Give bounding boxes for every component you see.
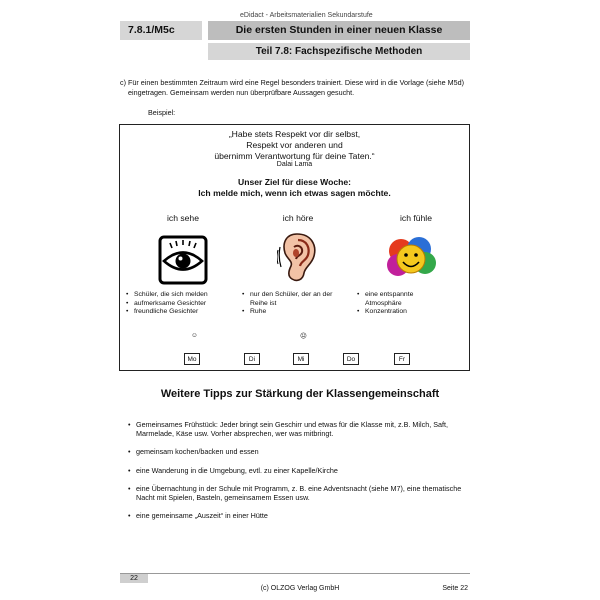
example-label: Beispiel: [148, 108, 176, 117]
ear-icon [277, 231, 319, 288]
goal-heading: Unser Ziel für diese Woche: [237, 177, 352, 187]
footer-divider [120, 573, 470, 574]
list-item: • Ruhe [242, 308, 342, 317]
column-heading-hear: ich höre [282, 213, 314, 223]
list-item: • aufmerksame Gesichter [126, 300, 231, 309]
page-subtitle: Teil 7.8: Fachspezifische Methoden [208, 43, 470, 60]
see-bullet-list [126, 291, 231, 317]
quote-line: Respekt vor anderen und [246, 140, 343, 150]
intro-paragraph [120, 78, 468, 97]
list-item: • Gemeinsames Frühstück: Jeder bringt sein Geschirr und etwas für die Klasse mit, z.B. Milch, Saft, Marmelade, Käse usw. Vorher absprechen, wer was mitbringt. [128, 420, 473, 438]
material-code: 7.8.1/M5c [120, 21, 202, 40]
day-box-mi: Mi [293, 353, 309, 365]
list-item: • nur den Schüler, der an der Reihe ist [242, 291, 342, 308]
list-item: • eine Übernachtung in der Schule mit Programm, z. B. eine Adventsnacht (siehe M7), eine thematische Nacht mit Spielen, Basteln, gemeinsamem Essen usw. [128, 484, 473, 502]
column-heading-feel: ich fühle [399, 213, 432, 223]
list-item: • eine entspannte Atmosphäre [357, 291, 447, 308]
brand-line: eDidact - Arbeitsmaterialien Sekundarstufe [240, 12, 373, 19]
list-item: • gemeinsam kochen/backen und essen [128, 447, 473, 456]
list-item: • Schüler, die sich melden [126, 291, 231, 300]
column-heading-see: ich sehe [166, 213, 199, 223]
intro-text: Für einen bestimmten Zeitraum wird eine Regel besonders trainiert. Diese wird in die Vorlage (siehe M5d) eingetragen. Gemeinsam werden nun überprüfbare Aussagen gesucht. [128, 78, 464, 97]
quote-line: übernimm Verantwortung für deine Taten.“ [214, 151, 375, 161]
eye-icon [158, 235, 208, 290]
list-item: • eine Wanderung in die Umgebung, evtl. zu einer Kapelle/Kirche [128, 466, 473, 475]
smiley-happy-icon: ☺ [191, 332, 198, 339]
hear-bullet-list [242, 291, 342, 317]
day-box-do: Do [343, 353, 359, 365]
publisher-note: (c) OLZOG Verlag GmbH [260, 585, 340, 592]
quote-line: „Habe stets Respekt vor dir selbst, [228, 129, 361, 139]
page-number-tab: 22 [120, 574, 148, 583]
list-item: • freundliche Gesichter [126, 308, 231, 317]
tips-heading: Weitere Tipps zur Stärkung der Klassengemeinschaft [160, 388, 440, 400]
day-box-mo: Mo [184, 353, 200, 365]
list-item: • eine gemeinsame „Auszeit“ in einer Hütte [128, 511, 473, 520]
goal-text: Ich melde mich, wenn ich etwas sagen möchte. [198, 188, 391, 198]
quote-author: Dalai Lama [276, 161, 313, 168]
page-label: Seite 22 [442, 585, 468, 592]
list-item: • Konzentration [357, 308, 447, 317]
example-box [119, 124, 470, 371]
feel-bullet-list [357, 291, 447, 317]
tips-list [128, 420, 473, 529]
page-title: Die ersten Stunden in einer neuen Klasse [208, 21, 470, 40]
intro-label: c) [120, 78, 126, 87]
smiley-sad-icon: ☹ [300, 333, 307, 340]
day-box-di: Di [244, 353, 260, 365]
day-box-fr: Fr [394, 353, 410, 365]
feeling-icon [386, 235, 436, 286]
